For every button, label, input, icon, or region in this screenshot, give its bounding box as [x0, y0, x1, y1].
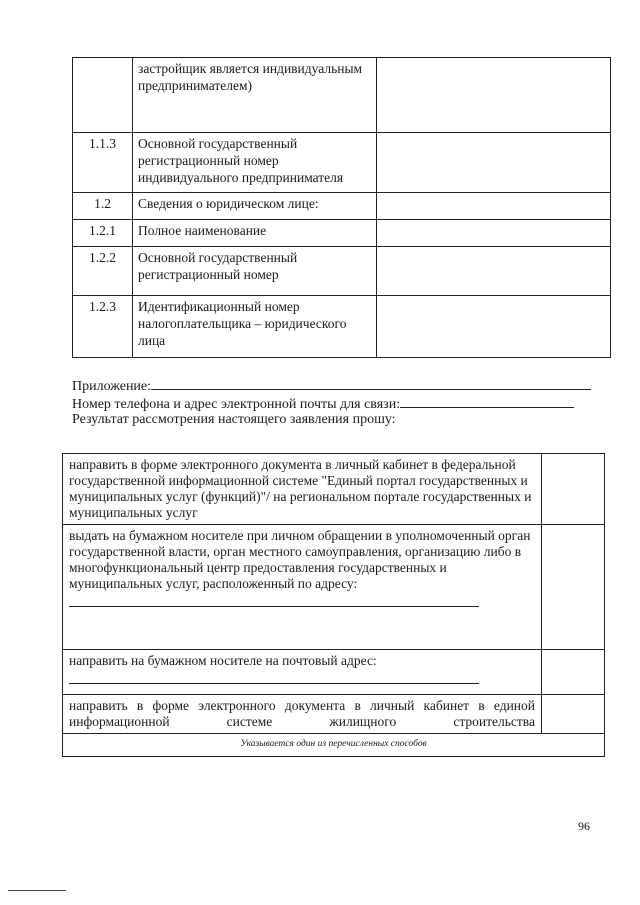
- note-row: [63, 734, 605, 757]
- row-value-cell[interactable]: [377, 133, 611, 193]
- row-number: 1.1.3: [73, 133, 133, 193]
- option-text: выдать на бумажном носителе при личном обращении в уполномоченный орган государственной власти, орган местного самоуправления, организацию либо в многофункциональный центр предоставления государственных и муниципальных услуг, расположенный по адресу:: [69, 528, 531, 591]
- corner-mark: [8, 890, 66, 891]
- row-label: Полное наименование: [133, 220, 377, 247]
- row-number: 1.2: [73, 193, 133, 220]
- delivery-method-table: [62, 453, 605, 757]
- delivery-option-row: [63, 695, 605, 734]
- table-row: [73, 133, 611, 193]
- table-row: [73, 247, 611, 296]
- table-row: [73, 220, 611, 247]
- applicant-info-table: [72, 57, 611, 358]
- option-checkbox-cell[interactable]: [542, 650, 605, 695]
- row-label: Основной государственный регистрационный номер индивидуального предпринимателя: [133, 133, 377, 193]
- option-text: направить на бумажном носителе на почтовый адрес:: [69, 653, 377, 668]
- contact-label: Номер телефона и адрес электронной почты для связи:: [72, 397, 401, 412]
- option-cell: [63, 525, 542, 650]
- row-value-cell[interactable]: [377, 193, 611, 220]
- option-checkbox-cell[interactable]: [542, 695, 605, 734]
- option-checkbox-cell[interactable]: [542, 525, 605, 650]
- row-value-cell[interactable]: [377, 296, 611, 358]
- contact-line: [72, 395, 574, 413]
- page-number: 96: [578, 819, 590, 833]
- table-row: [73, 58, 611, 133]
- result-request-label: Результат рассмотрения настоящего заявления прошу:: [72, 412, 396, 427]
- address-field[interactable]: [69, 592, 479, 607]
- option-checkbox-cell[interactable]: [542, 454, 605, 525]
- row-number: 1.2.2: [73, 247, 133, 296]
- contact-field[interactable]: [400, 395, 574, 408]
- option-text: направить в форме электронного документа в личный кабинет в федеральной государственной информационной системе "Единый портал государственных и муниципальных услуг (функций)"/ на региональном портале государственных и муниципальных услуг: [63, 454, 542, 525]
- row-number: 1.2.1: [73, 220, 133, 247]
- attachment-label: Приложение:: [72, 379, 152, 394]
- option-cell: [63, 650, 542, 695]
- postal-address-field[interactable]: [69, 669, 479, 684]
- delivery-option-row: [63, 525, 605, 650]
- row-label: застройщик является индивидуальным предпринимателем): [133, 58, 377, 133]
- row-number: [73, 58, 133, 133]
- attachment-line: [72, 377, 591, 395]
- option-text: направить в форме электронного документа в личный кабинет в единой информационной системе жилищного строительства: [63, 695, 542, 734]
- row-value-cell[interactable]: [377, 220, 611, 247]
- row-label: Идентификационный номер налогоплательщика – юридического лица: [133, 296, 377, 358]
- row-label: Сведения о юридическом лице:: [133, 193, 377, 220]
- table-row: [73, 193, 611, 220]
- table-row: [73, 296, 611, 358]
- delivery-option-row: [63, 650, 605, 695]
- row-label: Основной государственный регистрационный номер: [133, 247, 377, 296]
- delivery-option-row: [63, 454, 605, 525]
- attachment-field[interactable]: [151, 377, 591, 390]
- row-value-cell[interactable]: [377, 58, 611, 133]
- row-number: 1.2.3: [73, 296, 133, 358]
- row-value-cell[interactable]: [377, 247, 611, 296]
- note-text: Указывается один из перечисленных способов: [63, 734, 605, 757]
